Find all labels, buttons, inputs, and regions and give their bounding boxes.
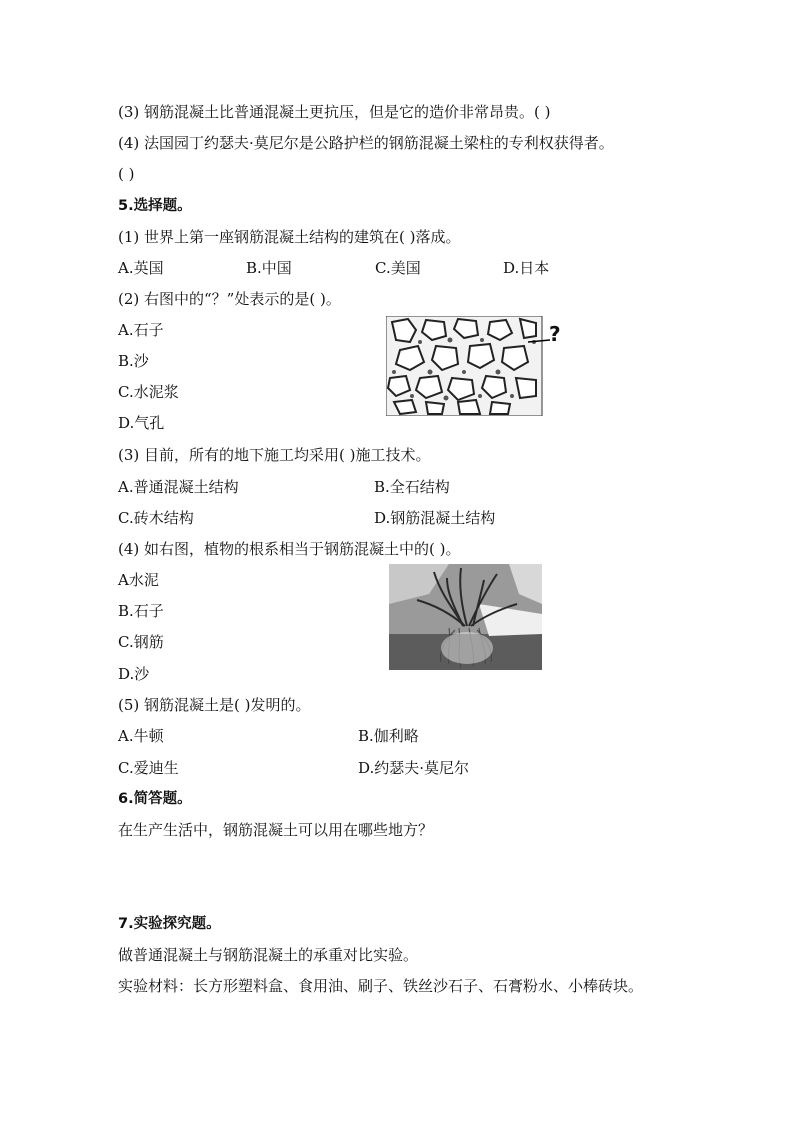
- q2-option-b: B.沙: [118, 352, 149, 370]
- q5-option-c: C.爱迪生: [118, 759, 179, 777]
- q3-option-c: C.砖木结构: [118, 509, 194, 527]
- concrete-cross-section-figure: [386, 316, 566, 416]
- q1-option-a: A.英国: [118, 259, 164, 277]
- q5-option-b: B.伽利略: [358, 727, 419, 745]
- q5-text: (5) 钢筋混凝土是( )发明的。: [118, 696, 311, 714]
- q4-option-c: C.钢筋: [118, 633, 164, 651]
- q3-option-d: D.钢筋混凝土结构: [374, 509, 496, 527]
- section6-title: 6.简答题。: [118, 791, 192, 807]
- q2-text: (2) 右图中的“？”处表示的是( )。: [118, 290, 341, 308]
- q1-option-c: C.美国: [375, 259, 421, 277]
- judge-q4: (4) 法国园丁约瑟夫·莫尼尔是公路护栏的钢筋混凝土梁柱的专利权获得者。: [118, 134, 614, 152]
- q4-option-d: D.沙: [118, 665, 150, 683]
- q5-option-a: A.牛顿: [118, 727, 164, 745]
- q2-option-c: C.水泥浆: [118, 383, 179, 401]
- judge-q3: (3) 钢筋混凝土比普通混凝土更抗压，但是它的造价非常昂贵。( ): [118, 103, 551, 121]
- q4-option-a: A水泥: [118, 571, 159, 589]
- q1-option-b: B.中国: [246, 259, 292, 277]
- section5-title: 5.选择题。: [118, 198, 192, 214]
- plant-roots-photo: [389, 564, 542, 670]
- judge-q4-paren: ( ): [118, 165, 135, 183]
- q1-text: (1) 世界上第一座钢筋混凝土结构的建筑在( )落成。: [118, 228, 461, 246]
- section7-title: 7.实验探究题。: [118, 916, 221, 932]
- section6-question: 在生产生活中，钢筋混凝土可以用在哪些地方？: [118, 821, 434, 839]
- figure-question-label: ?: [549, 322, 561, 346]
- q4-text: (4) 如右图，植物的根系相当于钢筋混凝土中的( )。: [118, 540, 461, 558]
- q2-option-d: D.气孔: [118, 414, 165, 432]
- q3-text: (3) 目前，所有的地下施工均采用( )施工技术。: [118, 446, 431, 464]
- q3-option-a: A.普通混凝土结构: [118, 478, 239, 496]
- q3-option-b: B.全石结构: [374, 478, 450, 496]
- q1-option-d: D.日本: [503, 259, 550, 277]
- q4-option-b: B.石子: [118, 602, 164, 620]
- q2-option-a: A.石子: [118, 321, 164, 339]
- section7-line2: 实验材料：长方形塑料盒、食用油、刷子、铁丝沙石子、石膏粉水、小棒砖块。: [118, 977, 644, 995]
- q5-option-d: D.约瑟夫·莫尼尔: [358, 759, 470, 777]
- section7-line1: 做普通混凝土与钢筋混凝土的承重对比实验。: [118, 946, 419, 964]
